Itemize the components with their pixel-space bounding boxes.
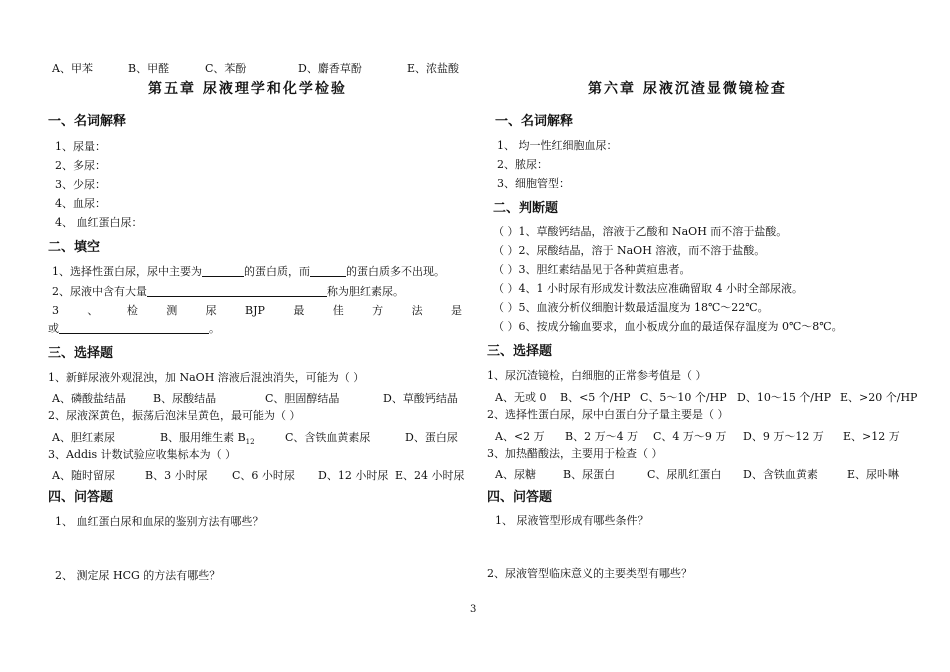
qa-question-2: 2、 测定尿 HCG 的方法有哪些？ bbox=[55, 569, 221, 582]
answer-blank[interactable] bbox=[59, 322, 209, 334]
top-option-e: E、浓盐酸 bbox=[407, 62, 460, 75]
option: D、12 小时尿 bbox=[318, 469, 389, 482]
judge-answer-paren[interactable]: （ ） bbox=[493, 320, 519, 333]
judge-answer-paren[interactable]: （ ） bbox=[493, 263, 519, 276]
option: C、胆固醇结晶 bbox=[265, 392, 340, 405]
choice-question-3: 3、加热醋酸法，主要用于检查（ ） bbox=[487, 447, 663, 460]
judge-item: （ ）3、胆红素结晶见于各种黄疸患者。 bbox=[493, 263, 691, 276]
option: E、尿卟啉 bbox=[847, 468, 900, 481]
option: B、3 小时尿 bbox=[145, 469, 208, 482]
option: A、磷酸盐结晶 bbox=[52, 392, 126, 405]
choice-question-2: 2、尿液深黄色，振荡后泡沫呈黄色，最可能为（ ） bbox=[48, 409, 301, 422]
section-heading-qa: 四、问答题 bbox=[487, 490, 553, 505]
fill-question-2: 2、尿液中含有大量 称为胆红素尿。 bbox=[52, 285, 404, 298]
judge-item: （ ）5、血液分析仪细胞计数最适温度为 18℃～22℃。 bbox=[493, 301, 769, 314]
fill-question-1: 1、选择性蛋白尿，尿中主要为 的蛋白质，而 的蛋白质多不出现。 bbox=[52, 265, 445, 278]
judge-item: （ ）2、尿酸结晶，溶于 NaOH 溶液，而不溶于盐酸。 bbox=[493, 244, 766, 257]
definition-item: 2、多尿： bbox=[55, 159, 106, 172]
judge-answer-paren[interactable]: （ ） bbox=[493, 301, 519, 314]
judge-item: （ ）6、按成分输血要求，血小板成分血的最适保存温度为 0℃～8℃。 bbox=[493, 320, 843, 333]
option: C、5～10 个/HP bbox=[640, 391, 727, 404]
choice-question-1: 1、尿沉渣镜检，白细胞的正常参考值是（ ） bbox=[487, 369, 707, 382]
fill-question-3: 3 、 检 测 尿 BJP 最 佳 方 法 是 bbox=[52, 304, 462, 317]
answer-blank[interactable] bbox=[310, 265, 346, 277]
definition-item: 4、 血红蛋白尿： bbox=[55, 216, 143, 229]
option: B、2 万～4 万 bbox=[565, 430, 639, 443]
option: C、尿肌红蛋白 bbox=[647, 468, 722, 481]
option: C、含铁血黄素尿 bbox=[285, 431, 371, 444]
definition-item: 3、少尿： bbox=[55, 178, 106, 191]
section-heading-choice: 三、选择题 bbox=[48, 346, 114, 361]
judge-item: （ ）4、1 小时尿有形成发计数法应准确留取 4 小时全部尿液。 bbox=[493, 282, 803, 295]
choice-question-1: 1、新鲜尿液外观混浊，加 NaOH 溶液后混浊消失，可能为（ ） bbox=[48, 371, 365, 384]
option: D、9 万～12 万 bbox=[743, 430, 824, 443]
option: A、随时留尿 bbox=[52, 469, 115, 482]
definition-item: 2、脓尿： bbox=[497, 158, 548, 171]
definition-item: 3、细胞管型： bbox=[497, 177, 570, 190]
judge-answer-paren[interactable]: （ ） bbox=[493, 282, 519, 295]
choice-question-2: 2、选择性蛋白尿，尿中白蛋白分子量主要是（ ） bbox=[487, 408, 729, 421]
top-option-c: C、苯酚 bbox=[205, 62, 247, 75]
chapter-6-title: 第六章 尿液沉渣显微镜检查 bbox=[588, 81, 787, 97]
definition-item: 1、尿量： bbox=[55, 140, 106, 153]
option: A、胆红素尿 bbox=[52, 431, 115, 444]
definition-item: 1、 均一性红细胞血尿： bbox=[497, 139, 618, 152]
option: D、含铁血黄素 bbox=[743, 468, 818, 481]
option: B、尿酸结晶 bbox=[153, 392, 217, 405]
judge-answer-paren[interactable]: （ ） bbox=[493, 225, 519, 238]
option: D、蛋白尿 bbox=[405, 431, 458, 444]
option: A、<2 万 bbox=[495, 430, 545, 443]
judge-answer-paren[interactable]: （ ） bbox=[493, 244, 519, 257]
option: D、草酸钙结晶 bbox=[383, 392, 458, 405]
section-heading-definitions: 一、名词解释 bbox=[495, 114, 574, 129]
top-option-d: D、麝香草酚 bbox=[298, 62, 362, 75]
judge-item: （ ）1、草酸钙结晶，溶液于乙酸和 NaOH 而不溶于盐酸。 bbox=[493, 225, 788, 238]
option: D、10～15 个/HP bbox=[737, 391, 832, 404]
section-heading-true-false: 二、判断题 bbox=[493, 201, 559, 216]
option: C、4 万～9 万 bbox=[653, 430, 727, 443]
section-heading-definitions: 一、名词解释 bbox=[48, 114, 127, 129]
choice-question-3: 3、Addis 计数试验应收集标本为（ ） bbox=[48, 448, 237, 461]
option: B、服用维生素 $B_{12}$ bbox=[160, 431, 255, 447]
section-heading-qa: 四、问答题 bbox=[48, 490, 114, 505]
option: A、尿糖 bbox=[495, 468, 536, 481]
section-heading-fill-blank: 二、填空 bbox=[48, 240, 101, 255]
option: E、>20 个/HP bbox=[840, 391, 918, 404]
option: E、24 小时尿 bbox=[395, 469, 465, 482]
chapter-5-title: 第五章 尿液理学和化学检验 bbox=[148, 81, 347, 97]
answer-blank[interactable] bbox=[147, 285, 327, 297]
option: B、<5 个/HP bbox=[560, 391, 631, 404]
definition-item: 4、血尿： bbox=[55, 197, 106, 210]
option: E、>12 万 bbox=[843, 430, 900, 443]
fill-question-3-cont: 或 。 bbox=[48, 322, 220, 335]
option: C、6 小时尿 bbox=[232, 469, 295, 482]
qa-question-1: 1、 血红蛋白尿和血尿的鉴别方法有哪些？ bbox=[55, 515, 264, 528]
page-number: 3 bbox=[470, 604, 477, 615]
qa-question-1: 1、 尿液管型形成有哪些条件？ bbox=[495, 514, 649, 527]
option: A、无或 0 bbox=[495, 391, 547, 404]
qa-question-2: 2、尿液管型临床意义的主要类型有哪些？ bbox=[487, 567, 692, 580]
answer-blank[interactable] bbox=[202, 265, 244, 277]
option: B、尿蛋白 bbox=[563, 468, 616, 481]
top-option-b: B、甲醛 bbox=[128, 62, 170, 75]
top-option-a: A、甲苯 bbox=[52, 62, 93, 75]
section-heading-choice: 三、选择题 bbox=[487, 344, 553, 359]
